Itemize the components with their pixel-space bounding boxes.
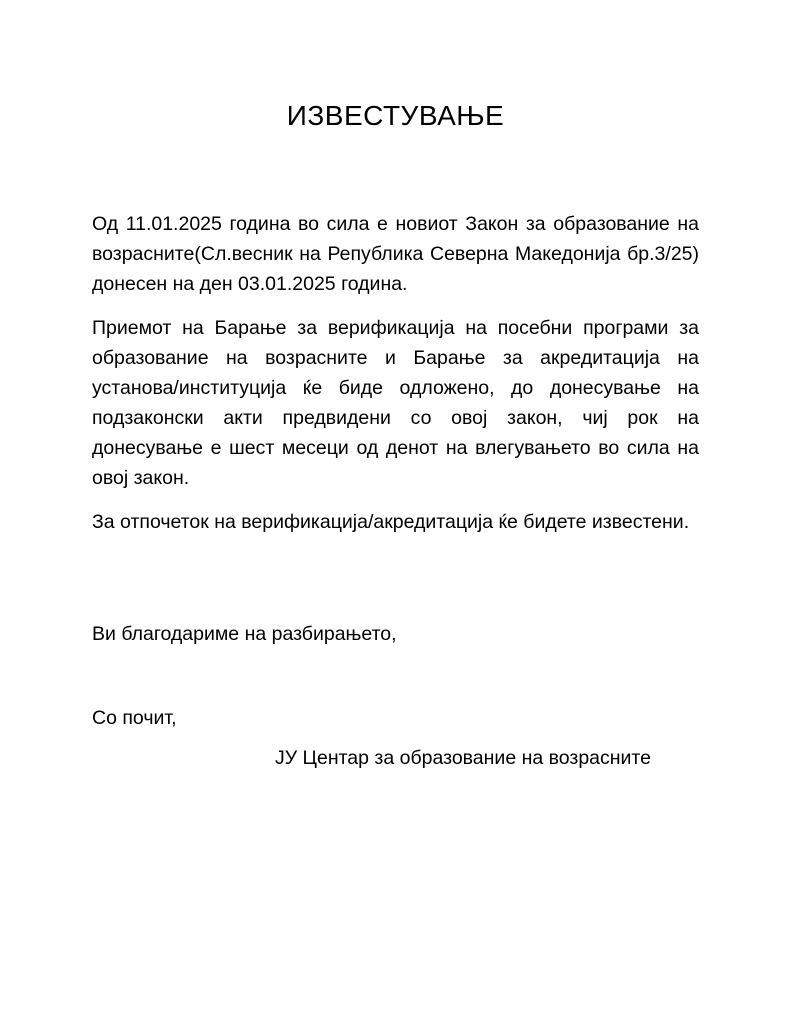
document-title: ИЗВЕСТУВАЊЕ [286,100,505,131]
paragraph-law-effective: Од 11.01.2025 година во сила е новиот Закон за образование на возрасните(Сл.весник на Република Северна Македонија бр.3/25) донесен на ден 03.01.2025 година. [92,213,699,295]
paragraph-application-postponed: Приемот на Барање за верификација на посебни програми за образование на возрасните и Барање за акредитација на установа/институција ќе биде одложено, до донесување на подзаконски акти предвидени со овој закон, чиј рок на донесување е шест месеци од денот на влегувањето во сила на овој закон. [92,317,699,489]
closing-regards: Со почит, [92,707,177,729]
closing-thanks: Ви благодариме на разбирањето, [92,623,397,645]
signature-institution: ЈУ Центар за образование на возрасните [275,747,651,769]
paragraph-notification: За отпочеток на верификација/акредитација ќе бидете известени. [92,511,690,533]
